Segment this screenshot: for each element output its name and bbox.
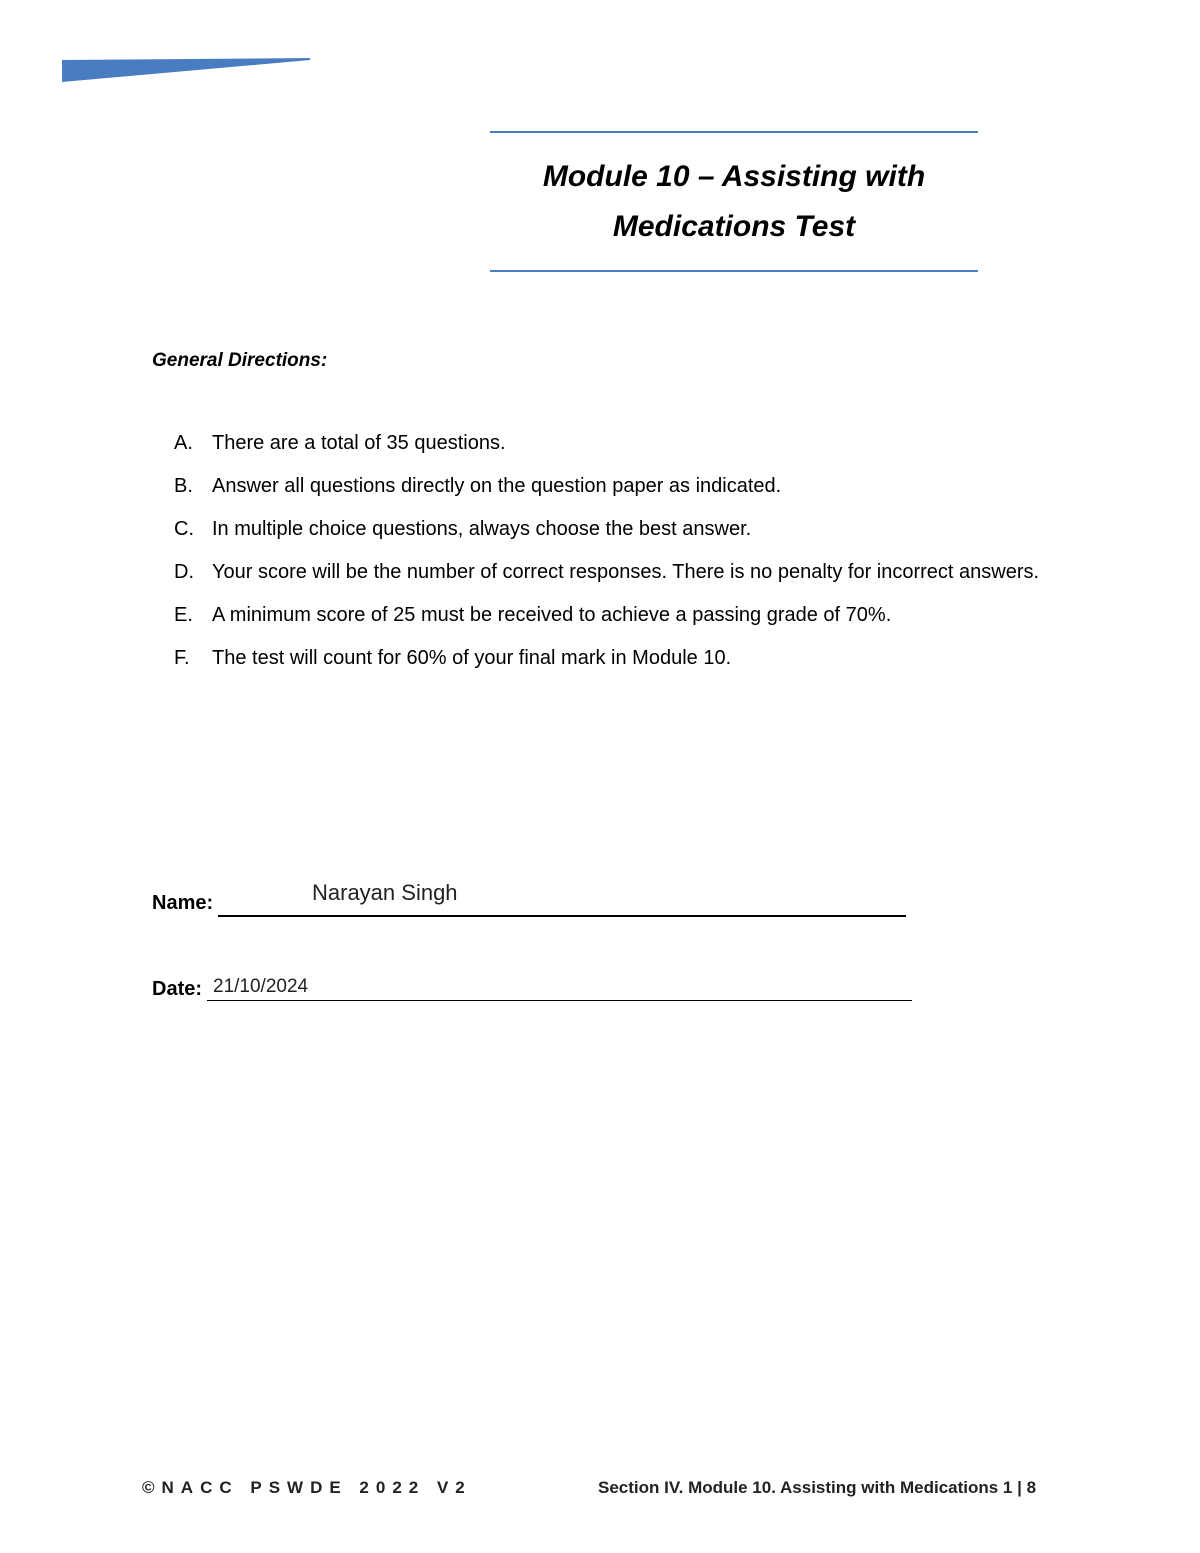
directions-item-text: In multiple choice questions, always choose the best answer. xyxy=(212,518,752,540)
date-field[interactable]: 21/10/2024 xyxy=(213,976,309,997)
directions-item-letter: D. xyxy=(174,561,194,583)
name-label: Name: xyxy=(152,892,214,914)
directions-item-c xyxy=(174,508,1054,551)
directions-item-d xyxy=(174,551,1054,594)
blue-wedge-logo-icon xyxy=(62,58,312,84)
page-title xyxy=(490,152,978,252)
footer-copyright: ©NACC PSWDE 2022 V2 xyxy=(142,1478,472,1497)
page-title-line-1: Module 10 – Assisting with xyxy=(542,160,926,193)
directions-item-text: Answer all questions directly on the question paper as indicated. xyxy=(212,475,782,497)
directions-item-b xyxy=(174,465,1054,508)
title-bottom-rule xyxy=(490,270,978,272)
directions-item-letter: B. xyxy=(174,475,193,497)
footer-section-page: Section IV. Module 10. Assisting with Medications 1 | 8 xyxy=(598,1478,1037,1497)
directions-item-letter: A. xyxy=(174,432,193,454)
directions-list xyxy=(174,422,1054,680)
name-field[interactable]: Narayan Singh xyxy=(312,880,458,905)
page-title-line-2: Medications Test xyxy=(612,210,856,243)
name-underline xyxy=(218,915,906,917)
directions-item-letter: F. xyxy=(174,647,190,669)
date-label: Date: xyxy=(152,978,203,1000)
directions-heading: General Directions: xyxy=(152,350,328,371)
title-top-rule xyxy=(490,131,978,133)
directions-item-e xyxy=(174,594,1054,637)
directions-item-text: The test will count for 60% of your final mark in Module 10. xyxy=(212,647,732,669)
directions-item-text: There are a total of 35 questions. xyxy=(212,432,506,454)
directions-item-text: Your score will be the number of correct responses. There is no penalty for incorrect answers. xyxy=(212,561,1040,583)
date-underline xyxy=(207,1000,912,1001)
directions-item-letter: E. xyxy=(174,604,193,626)
directions-item-a xyxy=(174,422,1054,465)
directions-item-text: A minimum score of 25 must be received to achieve a passing grade of 70%. xyxy=(212,604,892,626)
directions-item-letter: C. xyxy=(174,518,194,540)
directions-item-f xyxy=(174,637,1054,680)
